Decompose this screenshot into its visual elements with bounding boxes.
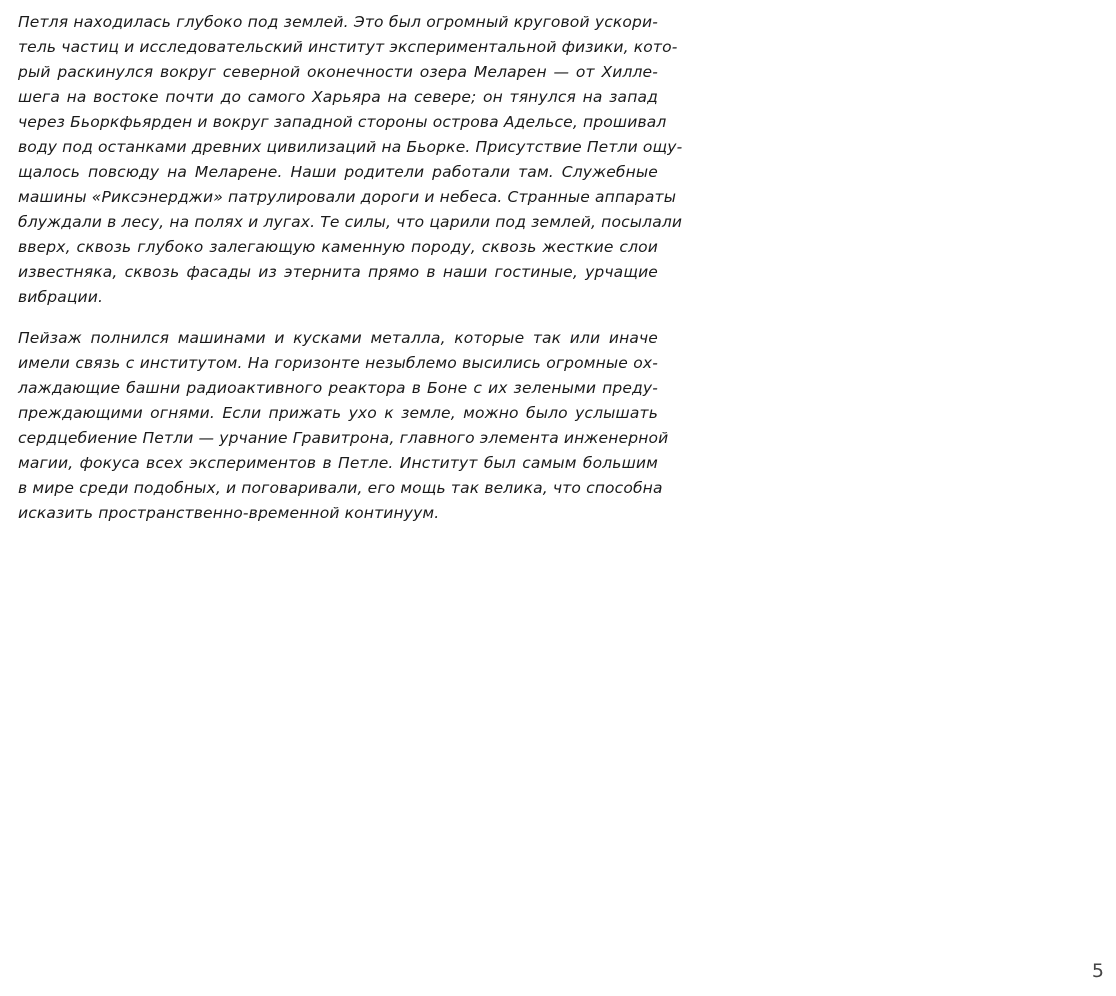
text-line: щалось повсюду на Меларене. Наши родители работали там. Служебные <box>18 163 658 181</box>
text-line: через Бьоркфьярден и вокруг западной стороны острова Адельсе, прошивал <box>18 113 667 131</box>
paragraph-1 <box>18 10 683 310</box>
text-line: вверх, сквозь глубоко залегающую каменную породу, сквозь жесткие слои <box>18 238 658 256</box>
text-line: имели связь с институтом. На горизонте незыблемо высились огромные ох- <box>18 354 658 372</box>
text-line: Пейзаж полнился машинами и кусками металла, которые так или иначе <box>18 329 658 347</box>
text-line: машины «Риксэнерджи» патрулировали дороги и небеса. Странные аппараты <box>18 188 677 206</box>
text-line: преждающими огнями. Если прижать ухо к земле, можно было услышать <box>18 404 658 422</box>
text-line: воду под останками древних цивилизаций на Бьорке. Присутствие Петли ощу- <box>18 138 683 156</box>
text-line: рый раскинулся вокруг северной оконечности озера Меларен — от Хилле- <box>18 63 658 81</box>
text-line: магии, фокуса всех экспериментов в Петле. Институт был самым большим <box>18 454 658 472</box>
text-line: сердцебиение Петли — урчание Гравитрона, главного элемента инженерной <box>18 429 669 447</box>
paragraph-2 <box>18 326 669 526</box>
text-line: шега на востоке почти до самого Харьяра на севере; он тянулся на запад <box>18 88 658 106</box>
page-number: 5 <box>1091 960 1104 982</box>
text-line: исказить пространственно-временной континуум. <box>18 504 440 522</box>
text-line: в мире среди подобных, и поговаривали, его мощь так велика, что способна <box>18 479 663 497</box>
text-line: блуждали в лесу, на полях и лугах. Те силы, что царили под землей, посылали <box>18 213 683 231</box>
text-line: тель частиц и исследовательский институт экспериментальной физики, кото- <box>18 38 678 56</box>
text-line: лаждающие башни радиоактивного реактора в Боне с их зелеными преду- <box>18 379 658 397</box>
text-line: Петля находилась глубоко под землей. Это был огромный круговой ускори- <box>18 13 658 31</box>
text-line: вибрации. <box>18 288 104 306</box>
body-text <box>18 10 683 526</box>
text-line: известняка, сквозь фасады из этернита прямо в наши гостиные, урчащие <box>18 263 658 281</box>
